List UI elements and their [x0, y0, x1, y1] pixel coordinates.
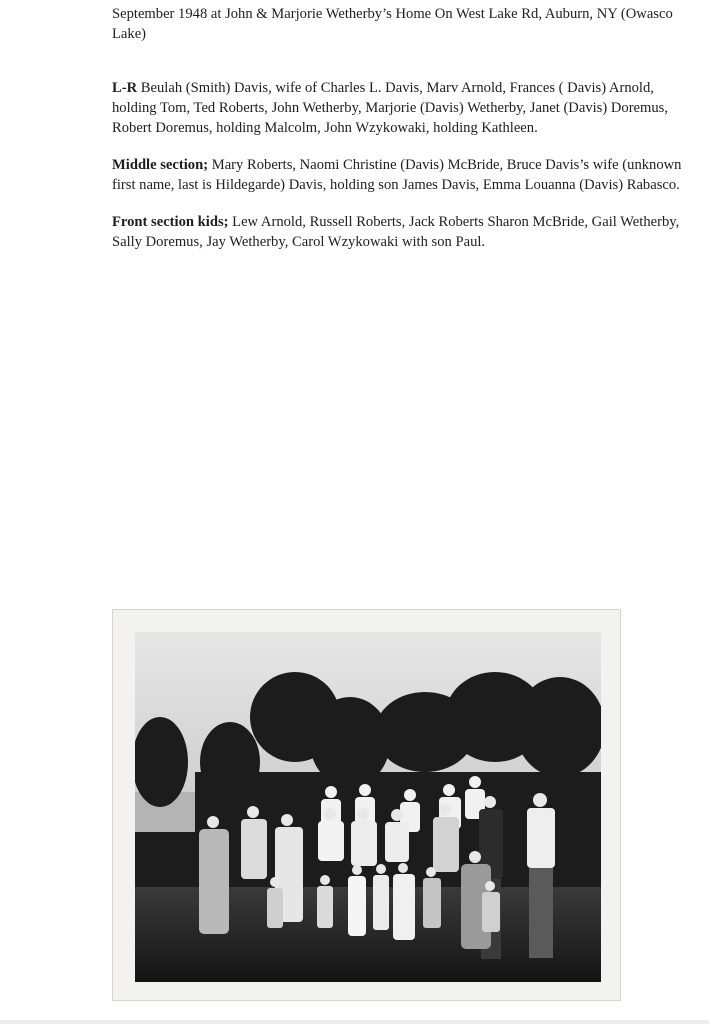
front-section-names: Lew Arnold, Russell Roberts, Jack Roberts Sharon McBride, Gail Wetherby, Sally Doremus, Jay Wetherby, Carol Wzykowaki with son Paul. [112, 214, 680, 250]
front-section-caption [112, 212, 702, 252]
front-section-heading: Front section kids; [112, 214, 229, 230]
middle-section-names: Mary Roberts, Naomi Christine (Davis) McBride, Bruce Davis’s wife (unknown first name, last is Hildegarde) Davis, holding son James Davis, Emma Louanna (Davis) Rabasco. [112, 157, 682, 193]
photo-print [112, 609, 621, 1001]
back-row-caption [112, 78, 702, 138]
family-photo-illustration [135, 632, 601, 982]
page-bottom-edge [0, 1020, 709, 1024]
caption-text-block [112, 4, 702, 269]
family-group-photo [135, 632, 601, 982]
back-row-names: Beulah (Smith) Davis, wife of Charles L. Davis, Marv Arnold, Frances ( Davis) Arnold, holding Tom, Ted Roberts, John Wetherby, Marjorie (Davis) Wetherby, Janet (Davis) Doremus, Robert Doremus, holding Malcolm, John Wzykowaki, holding Kathleen. [112, 80, 669, 136]
back-row-heading: L-R [112, 80, 138, 96]
middle-section-caption [112, 155, 702, 195]
photo-date-location-line: September 1948 at John & Marjorie Wetherby’s Home On West Lake Rd, Auburn, NY (Owasco Lake) [112, 6, 673, 42]
middle-section-heading: Middle section; [112, 157, 209, 173]
